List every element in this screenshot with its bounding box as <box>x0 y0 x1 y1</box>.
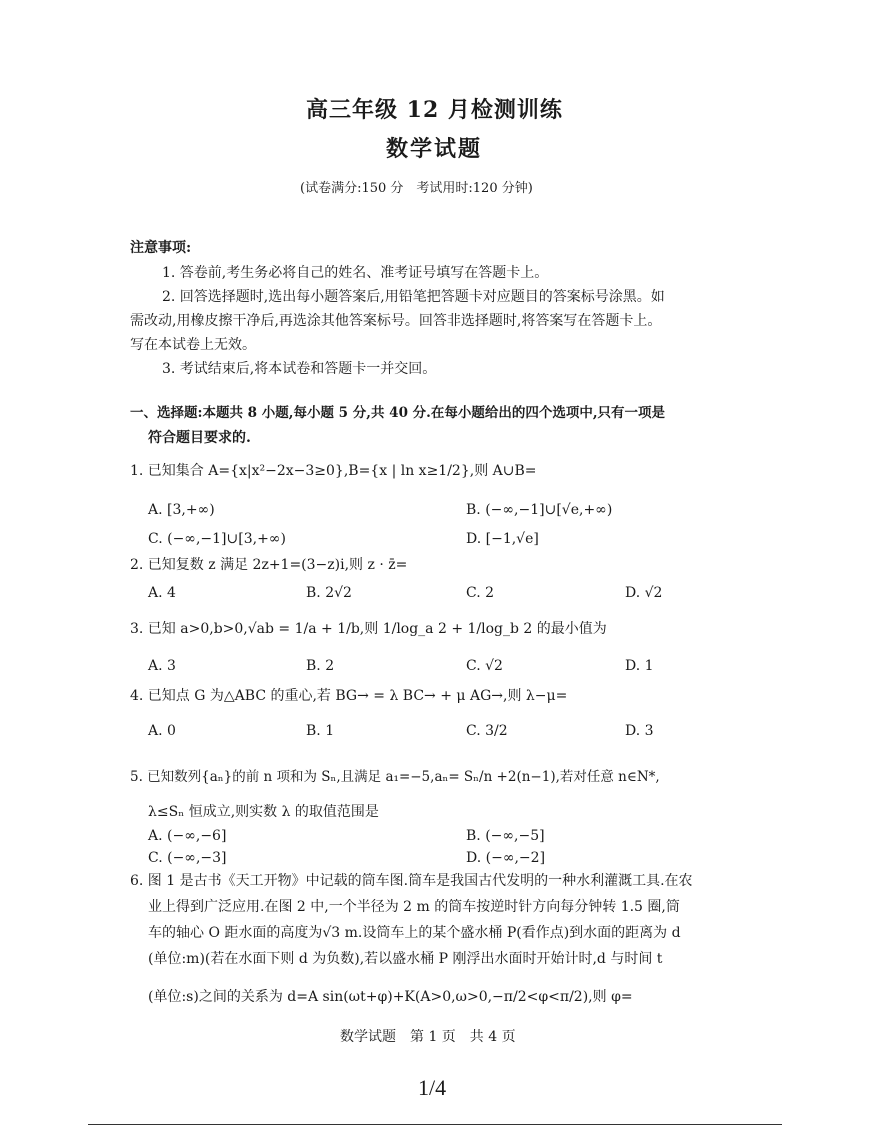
question-5-stem-cont: λ≤Sₙ 恒成立,则实数 λ 的取值范围是 <box>148 804 379 820</box>
question-1-stem: 1. 已知集合 A={x|x²−2x−3≥0},B={x | ln x≥1/2},则 A∪B= <box>130 463 537 479</box>
question-5-option-a: A. (−∞,−6] <box>148 828 227 844</box>
notice-item-2-cont2: 写在本试卷上无效。 <box>130 337 256 353</box>
question-6-line-4: (单位:m)(若在水面下则 d 为负数),若以盛水桶 P 刚浮出水面时开始计时,d 与时间 t <box>148 951 663 967</box>
question-3-option-b: B. 2 <box>306 658 335 674</box>
question-2-option-b: B. 2√2 <box>306 585 352 601</box>
question-3-option-c: C. √2 <box>466 658 503 674</box>
question-4-option-a: A. 0 <box>148 723 176 739</box>
question-4-stem: 4. 已知点 G 为△ABC 的重心,若 BG→ = λ BC→ + μ AG→,则 λ−μ= <box>130 688 568 704</box>
question-1-option-a: A. [3,+∞) <box>148 502 215 518</box>
question-3-option-a: A. 3 <box>148 658 176 674</box>
notice-item-3: 3. 考试结束后,将本试卷和答题卡一并交回。 <box>162 361 437 377</box>
question-5-option-c: C. (−∞,−3] <box>148 850 227 866</box>
page-number: 1/4 <box>418 1075 447 1100</box>
notice-item-2-cont: 需改动,用橡皮擦干净后,再选涂其他答案标号。回答非选择题时,将答案写在答题卡上。 <box>130 313 662 329</box>
question-6-line-3: 车的轴心 O 距水面的高度为√3 m.设筒车上的某个盛水桶 P(看作点)到水面的距离为 d <box>148 925 681 941</box>
exam-info: (试卷满分:150 分 考试用时:120 分钟) <box>300 181 533 196</box>
question-5-stem: 5. 已知数列{aₙ}的前 n 项和为 Sₙ,且满足 a₁=−5,aₙ= Sₙ/n +2(n−1),若对任意 n∈N*, <box>130 769 660 785</box>
notice-item-2: 2. 回答选择题时,选出每小题答案后,用铅笔把答题卡对应题目的答案标号涂黑。如 <box>162 289 665 305</box>
question-4-option-b: B. 1 <box>306 723 335 739</box>
question-5-option-d: D. (−∞,−2] <box>466 850 546 866</box>
page-footer: 数学试题 第 1 页 共 4 页 <box>340 1029 516 1045</box>
notice-heading: 注意事项: <box>130 240 192 256</box>
question-5-option-b: B. (−∞,−5] <box>466 828 545 844</box>
question-2-option-d: D. √2 <box>625 585 663 601</box>
question-6-line-1: 6. 图 1 是古书《天工开物》中记载的筒车图.筒车是我国古代发明的一种水利灌溉工具.在农 <box>130 873 693 889</box>
question-6-line-5: (单位:s)之间的关系为 d=A sin(ωt+φ)+K(A>0,ω>0,−π/2<φ<π/2),则 φ= <box>148 989 633 1005</box>
question-1-option-c: C. (−∞,−1]∪[3,+∞) <box>148 531 286 547</box>
question-6-line-2: 业上得到广泛应用.在图 2 中,一个半径为 2 m 的筒车按逆时针方向每分钟转 1.5 圈,筒 <box>148 899 680 915</box>
question-1-option-b: B. (−∞,−1]∪[√e,+∞) <box>466 502 613 518</box>
question-1-option-d: D. [−1,√e] <box>466 531 539 547</box>
question-2-option-c: C. 2 <box>466 585 495 601</box>
question-4-option-d: D. 3 <box>625 723 654 739</box>
question-4-option-c: C. 3/2 <box>466 723 508 739</box>
question-3-option-d: D. 1 <box>625 658 654 674</box>
question-3-stem: 3. 已知 a>0,b>0,√ab = 1/a + 1/b,则 1/log_a 2 + 1/log_b 2 的最小值为 <box>130 621 607 637</box>
notice-item-1: 1. 答卷前,考生务必将自己的姓名、准考证号填写在答题卡上。 <box>162 265 549 281</box>
section1-heading: 一、选择题:本题共 8 小题,每小题 5 分,共 40 分.在每小题给出的四个选项中,只有一项是 <box>130 405 666 421</box>
section1-heading-cont: 符合题目要求的. <box>148 430 251 446</box>
question-2-option-a: A. 4 <box>148 585 176 601</box>
bottom-divider <box>88 1124 782 1125</box>
exam-subtitle: 数学试题 <box>386 136 483 162</box>
question-2-stem: 2. 已知复数 z 满足 2z+1=(3−z)i,则 z · z̄= <box>130 557 408 573</box>
exam-title: 高三年级 12 月检测训练 <box>306 97 563 123</box>
